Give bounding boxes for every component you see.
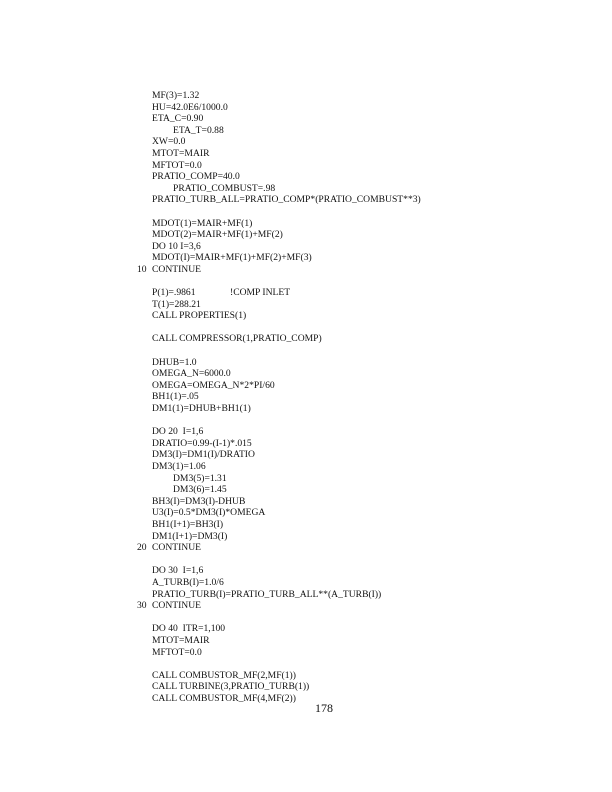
- code-text: CALL COMPRESSOR(1,PRATIO_COMP): [152, 333, 322, 345]
- code-line: [0, 194, 612, 206]
- code-text: DM3(1)=1.06: [152, 461, 206, 472]
- code-line: [0, 171, 612, 183]
- code-line: [0, 148, 612, 160]
- code-line: [0, 670, 612, 682]
- code-text: CALL COMBUSTOR_MF(2,MF(1)): [152, 669, 296, 681]
- code-line: [0, 380, 612, 392]
- code-line: [0, 449, 612, 461]
- code-line: [0, 519, 612, 531]
- code-line: [0, 357, 612, 369]
- code-text: CONTINUE: [152, 263, 202, 275]
- code-line: [0, 438, 612, 450]
- code-text: DM1(1)=DHUB+BH1(1): [152, 403, 251, 415]
- code-text: MDOT(1)=MAIR+MF(1): [152, 217, 253, 229]
- code-line: [0, 276, 612, 288]
- code-line: [0, 241, 612, 253]
- code-line: [0, 507, 612, 519]
- code-line: [0, 565, 612, 577]
- code-line: [0, 90, 612, 102]
- code-line: [0, 542, 612, 554]
- code-text: MTOT=MAIR: [152, 634, 210, 646]
- code-text: OMEGA=OMEGA_N*2*PI/60: [152, 379, 275, 391]
- code-text: MTOT=MAIR: [152, 147, 210, 159]
- code-line: [0, 229, 612, 241]
- code-text: DHUB=1.0: [152, 356, 197, 368]
- code-text: PRATIO_TURB(I)=PRATIO_TURB_ALL**(A_TURB(I)): [152, 588, 382, 600]
- code-line: [0, 322, 612, 334]
- code-text: CALL COMBUSTOR_MF(4,MF(2)): [152, 692, 296, 704]
- code-line: [0, 531, 612, 543]
- code-line: [0, 681, 612, 693]
- code-text: ETA_T=0.88: [173, 124, 224, 136]
- code-text: DM3(6)=1.45: [173, 484, 227, 496]
- code-text: BH1(I+1)=BH3(I): [152, 518, 224, 530]
- code-line: [0, 368, 612, 380]
- code-line: [0, 484, 612, 496]
- code-line: [0, 102, 612, 114]
- code-line: [0, 473, 612, 485]
- code-line: [0, 415, 612, 427]
- statement-label: 20: [137, 542, 147, 554]
- code-text: BH3(I)=DM3(I)-DHUB: [152, 495, 246, 507]
- code-line: [0, 252, 612, 264]
- fortran-code-listing: [0, 90, 612, 704]
- statement-label: 10: [137, 263, 147, 275]
- code-text: T(1)=288.21: [152, 298, 201, 310]
- code-text: HU=42.0E6/1000.0: [152, 101, 228, 113]
- code-line: [0, 287, 612, 299]
- code-text: MDOT(I)=MAIR+MF(1)+MF(2)+MF(3): [152, 252, 312, 264]
- code-text: DO 40 ITR=1,100: [152, 623, 226, 635]
- code-line: [0, 426, 612, 438]
- code-text: DRATIO=0.99-(I-1)*.015: [152, 437, 252, 449]
- code-line: [0, 125, 612, 137]
- code-line: [0, 299, 612, 311]
- code-text: CONTINUE: [152, 542, 202, 554]
- code-line: [0, 461, 612, 473]
- code-text: MFTOT=0.0: [152, 159, 202, 171]
- code-text: DM3(I)=DM1(I)/DRATIO: [152, 449, 255, 461]
- code-line: [0, 310, 612, 322]
- code-line: [0, 206, 612, 218]
- code-text: P(1)=.9861: [152, 287, 196, 299]
- code-line: [0, 658, 612, 670]
- code-line: [0, 183, 612, 195]
- code-text: DM3(5)=1.31: [173, 472, 227, 484]
- code-line: [0, 264, 612, 276]
- code-text: CALL TURBINE(3,PRATIO_TURB(1)): [152, 681, 310, 693]
- code-text: XW=0.0: [152, 136, 186, 148]
- code-line: [0, 635, 612, 647]
- code-line: [0, 496, 612, 508]
- code-line: [0, 345, 612, 357]
- code-line: [0, 333, 612, 345]
- code-line: [0, 113, 612, 125]
- code-line: [0, 589, 612, 601]
- code-text: DM1(I+1)=DM3(I): [152, 530, 228, 542]
- code-line: [0, 136, 612, 148]
- code-text: MF(3)=1.32: [152, 90, 200, 101]
- code-line: [0, 218, 612, 230]
- code-comment: !COMP INLET: [230, 287, 291, 299]
- code-line: [0, 403, 612, 415]
- code-text: DO 10 I=3,6: [152, 240, 201, 252]
- code-text: PRATIO_COMP=40.0: [152, 171, 240, 183]
- code-line: [0, 577, 612, 589]
- code-text: PRATIO_COMBUST=.98: [173, 182, 276, 194]
- code-text: CALL PROPERTIES(1): [152, 310, 247, 322]
- code-text: DO 30 I=1,6: [152, 565, 204, 577]
- code-line: [0, 160, 612, 172]
- code-line: [0, 623, 612, 635]
- code-line: [0, 600, 612, 612]
- code-text: BH1(1)=.05: [152, 391, 199, 403]
- page-number: 178: [315, 701, 333, 715]
- code-text: A_TURB(I)=1.0/6: [152, 576, 224, 588]
- code-line: [0, 647, 612, 659]
- statement-label: 30: [137, 600, 147, 612]
- code-line: [0, 554, 612, 566]
- code-text: ETA_C=0.90: [152, 113, 204, 125]
- code-text: MDOT(2)=MAIR+MF(1)+MF(2): [152, 229, 283, 241]
- code-text: CONTINUE: [152, 600, 202, 612]
- code-text: PRATIO_TURB_ALL=PRATIO_COMP*(PRATIO_COMBUST**3): [152, 194, 421, 206]
- code-text: MFTOT=0.0: [152, 646, 202, 658]
- code-text: OMEGA_N=6000.0: [152, 368, 231, 380]
- code-line: [0, 612, 612, 624]
- code-text: DO 20 I=1,6: [152, 426, 204, 438]
- code-line: [0, 391, 612, 403]
- code-text: U3(I)=0.5*DM3(I)*OMEGA: [152, 507, 266, 519]
